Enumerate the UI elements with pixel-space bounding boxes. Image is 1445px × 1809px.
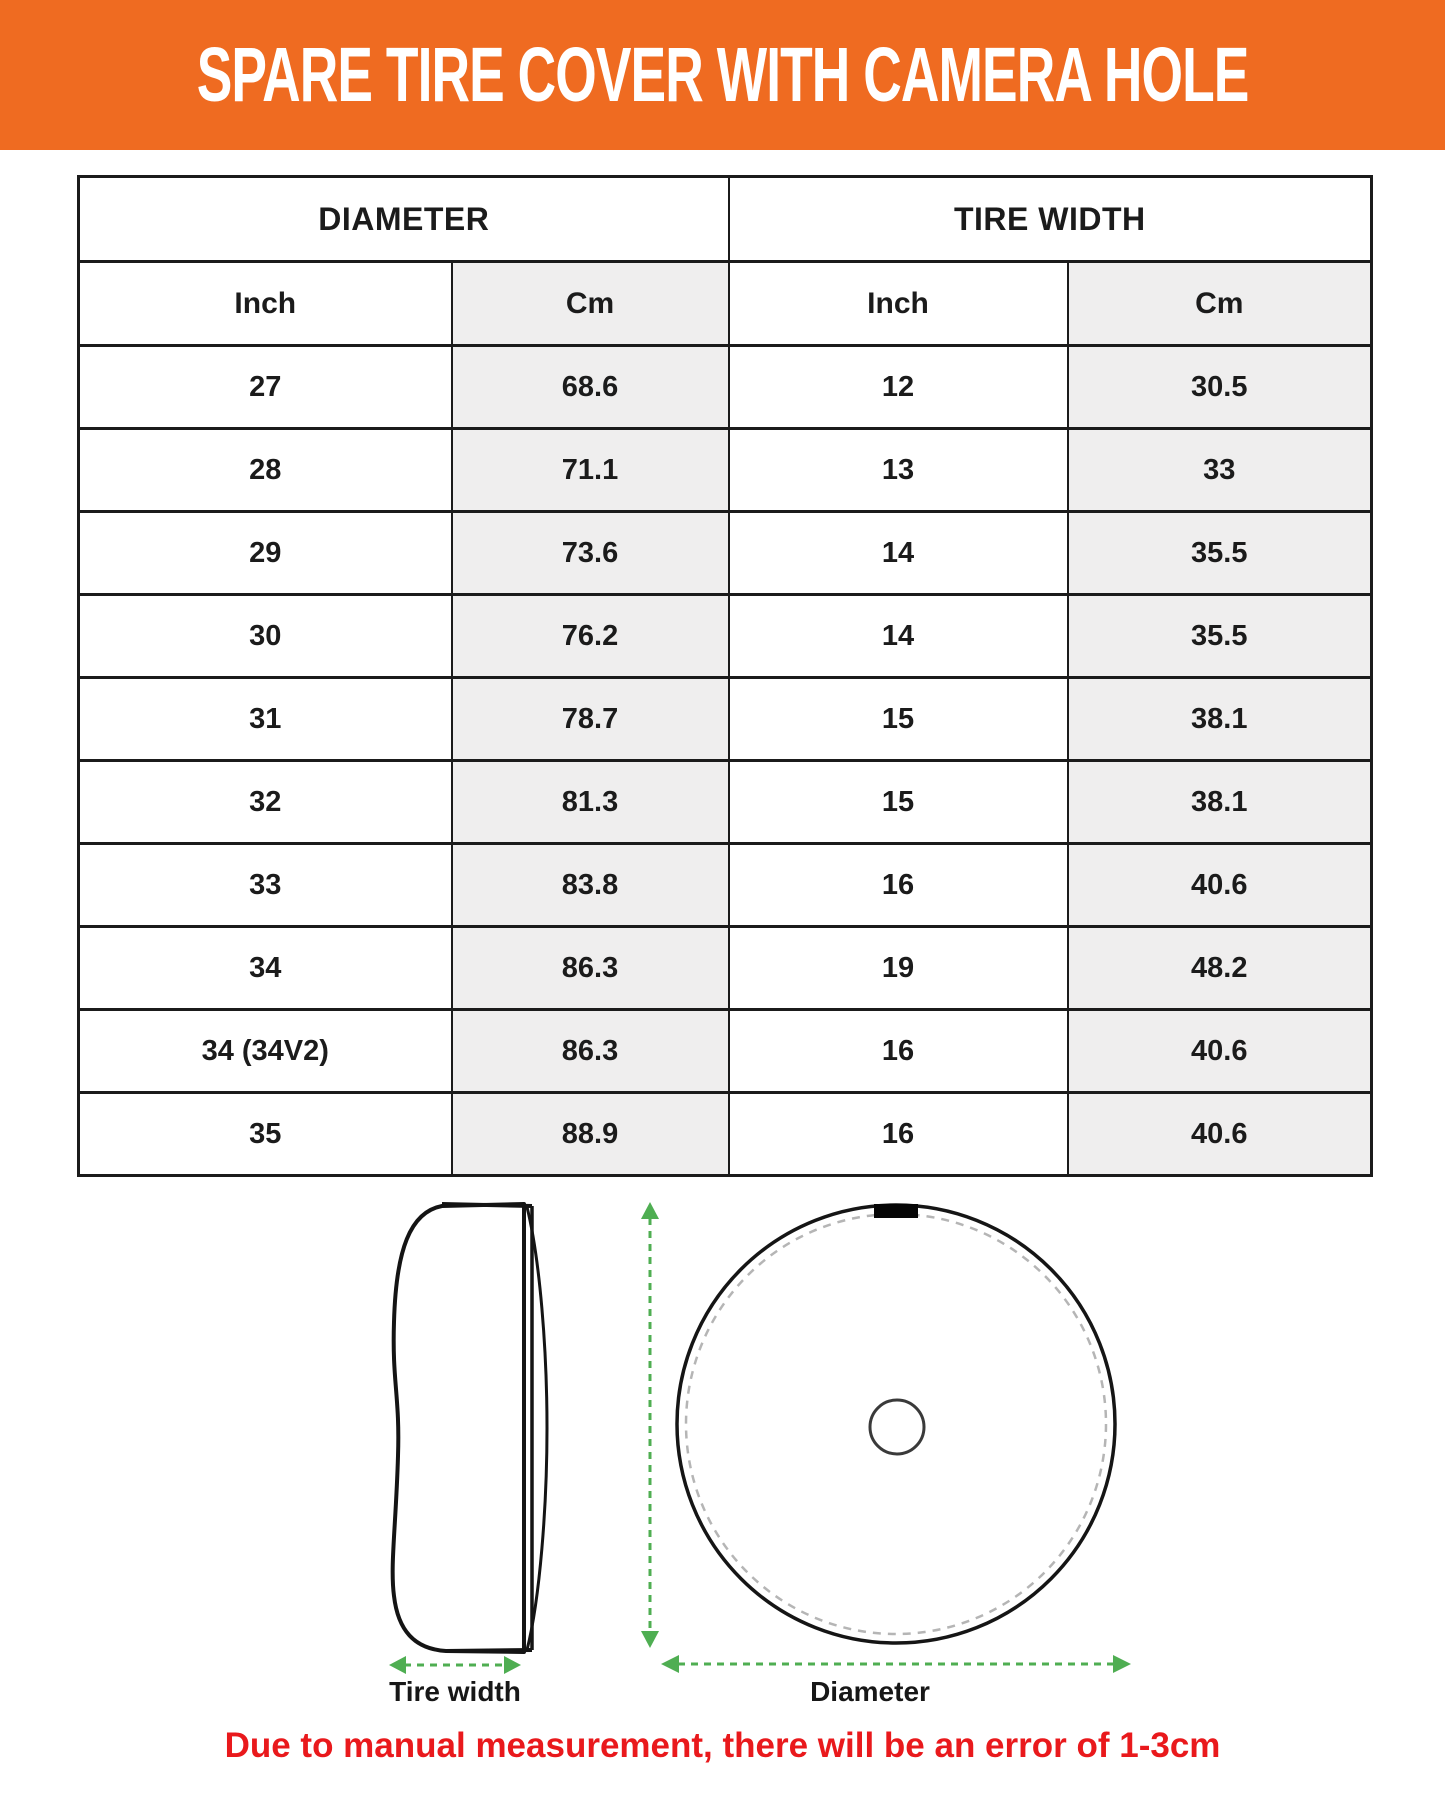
header-banner <box>0 0 1445 150</box>
tire-width-arrow <box>389 1656 521 1674</box>
table-cell: 19 <box>729 927 1068 1010</box>
table-cell: 27 <box>79 346 452 429</box>
table-cell: 16 <box>729 1093 1068 1176</box>
table-cell: 16 <box>729 1010 1068 1093</box>
table-row <box>79 761 1372 844</box>
table-cell: 81.3 <box>452 761 729 844</box>
table-cell: 32 <box>79 761 452 844</box>
table-cell: 34 <box>79 927 452 1010</box>
table-cell: 86.3 <box>452 927 729 1010</box>
table-cell: 40.6 <box>1068 1093 1372 1176</box>
table-row <box>79 678 1372 761</box>
table-row <box>79 844 1372 927</box>
table-cell: 30 <box>79 595 452 678</box>
table-cell: 28 <box>79 429 452 512</box>
table-row <box>79 1010 1372 1093</box>
table-cell: 15 <box>729 761 1068 844</box>
table-cell: 14 <box>729 595 1068 678</box>
table-row <box>79 429 1372 512</box>
table-cell: 12 <box>729 346 1068 429</box>
subheader-diameter-inch: Inch <box>79 262 452 346</box>
table-cell: 88.9 <box>452 1093 729 1176</box>
table-cell: 31 <box>79 678 452 761</box>
table-cell: 15 <box>729 678 1068 761</box>
measurement-error-note: Due to manual measurement, there will be an error of 1-3cm <box>224 1726 1221 1765</box>
subheader-width-inch: Inch <box>729 262 1068 346</box>
table-row <box>79 927 1372 1010</box>
table-cell: 48.2 <box>1068 927 1372 1010</box>
table-cell: 83.8 <box>452 844 729 927</box>
table-cell: 38.1 <box>1068 678 1372 761</box>
table-cell: 76.2 <box>452 595 729 678</box>
tire-front-view <box>677 1204 1115 1643</box>
tire-width-label: Tire width <box>389 1676 521 1707</box>
group-header-tire-width: TIRE WIDTH <box>729 177 1372 262</box>
table-subheader-row <box>79 262 1372 346</box>
table-row <box>79 346 1372 429</box>
table-cell: 40.6 <box>1068 844 1372 927</box>
table-cell: 34 (34V2) <box>79 1010 452 1093</box>
subheader-diameter-cm: Cm <box>452 262 729 346</box>
table-row <box>79 595 1372 678</box>
table-cell: 33 <box>1068 429 1372 512</box>
tire-side-view <box>393 1204 547 1652</box>
table-cell: 33 <box>79 844 452 927</box>
table-cell: 71.1 <box>452 429 729 512</box>
diameter-arrow <box>661 1655 1131 1673</box>
table-cell: 38.1 <box>1068 761 1372 844</box>
table-cell: 35.5 <box>1068 595 1372 678</box>
table-cell: 30.5 <box>1068 346 1372 429</box>
table-cell: 13 <box>729 429 1068 512</box>
table-cell: 14 <box>729 512 1068 595</box>
table-cell: 86.3 <box>452 1010 729 1093</box>
table-cell: 40.6 <box>1068 1010 1372 1093</box>
table-cell: 16 <box>729 844 1068 927</box>
table-cell: 68.6 <box>452 346 729 429</box>
vertical-diameter-arrow <box>641 1202 659 1648</box>
table-cell: 73.6 <box>452 512 729 595</box>
table-cell: 35.5 <box>1068 512 1372 595</box>
tire-measurement-diagram <box>0 1150 1445 1710</box>
size-table <box>77 175 1373 1177</box>
table-cell: 29 <box>79 512 452 595</box>
subheader-width-cm: Cm <box>1068 262 1372 346</box>
table-group-header-row <box>79 177 1372 262</box>
camera-strap-mark <box>874 1204 918 1218</box>
table-row <box>79 512 1372 595</box>
table-cell: 35 <box>79 1093 452 1176</box>
camera-hole <box>870 1400 924 1454</box>
group-header-diameter: DIAMETER <box>79 177 729 262</box>
table-cell: 78.7 <box>452 678 729 761</box>
diameter-label: Diameter <box>810 1676 930 1707</box>
page-title: SPARE TIRE COVER WITH CAMERA HOLE <box>196 32 1249 118</box>
